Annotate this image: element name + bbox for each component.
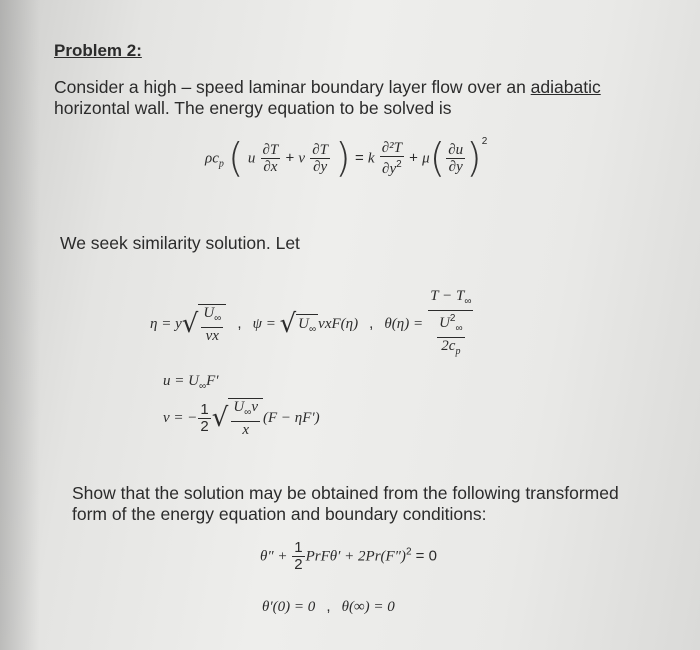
problem-title: Problem 2: [54, 41, 142, 60]
root-sign: √ [279, 309, 297, 339]
v-lhs: v = − [163, 409, 198, 426]
show-text-line-2: form of the energy equation and boundary conditions: [72, 504, 487, 524]
intro-line-1 [54, 76, 601, 98]
plus-sign: + [285, 149, 295, 167]
denominator: ∂y [313, 159, 328, 175]
root-sign: √ [211, 403, 229, 433]
denominator: ∂y [448, 159, 463, 175]
dy-symbol: ∂y [382, 161, 397, 177]
transformed-equation [260, 540, 437, 573]
psi-rest: νxF(η) [318, 315, 359, 332]
denominator: ∂x [263, 159, 278, 175]
eta-lhs: η = y [150, 315, 182, 332]
v-tail: (F − ηF′) [262, 409, 320, 426]
p-subscript: p [455, 346, 461, 357]
c-symbol: c [212, 150, 219, 167]
root-sign: √ [181, 309, 199, 339]
nu-symbol: ν [251, 399, 258, 415]
numerator: ∂²T [381, 140, 402, 156]
square-exponent: 2 [449, 313, 456, 324]
U-symbol: U [439, 315, 450, 331]
plus-sign: + [409, 149, 418, 167]
numerator: 1 [200, 400, 209, 418]
adiabatic-word: adiabatic [530, 77, 601, 97]
theta-lhs: θ(η) = [384, 315, 424, 332]
boundary-conditions [262, 598, 395, 616]
numerator: U [203, 305, 215, 321]
bc-wall: θ′(0) = 0 [262, 599, 316, 615]
similarity-text: We seek similarity solution. Let [60, 233, 300, 253]
bc-freestream: θ(∞) = 0 [341, 599, 395, 615]
infinity-subscript: ∞ [244, 407, 252, 418]
U-symbol: U [298, 315, 310, 332]
infinity-subscript: ∞ [464, 296, 472, 307]
intro-line-2: horizontal wall. The energy equation to be solved is [54, 98, 452, 118]
eta-fraction [201, 305, 223, 344]
square-exponent: 2 [405, 546, 412, 558]
denominator: x [242, 422, 249, 438]
p-subscript: p [218, 158, 224, 170]
u-equation [163, 372, 219, 392]
psi-lhs: ψ = [252, 315, 280, 332]
page-shadow [0, 0, 40, 650]
show-text-line-1: Show that the solution may be obtained from the following transformed [72, 483, 619, 503]
two-c: 2c [441, 338, 456, 354]
theta-inner-fraction [437, 311, 465, 360]
k-symbol: k [367, 150, 375, 167]
denominator: 2 [200, 417, 209, 435]
dT-dx-fraction [261, 142, 281, 175]
half-fraction [198, 402, 210, 435]
denominator [380, 157, 404, 177]
right-paren: ) [466, 135, 482, 182]
comma-separator: , [326, 598, 331, 615]
right-paren: ) [335, 135, 351, 182]
numerator: ∂T [262, 142, 279, 158]
square-exponent: 2 [481, 136, 488, 148]
numerator: T − T [430, 288, 465, 304]
U-symbol: U [233, 399, 245, 415]
u-lhs: u = U [163, 373, 199, 389]
infinity-subscript: ∞ [214, 313, 222, 324]
d2T-dy2-fraction [380, 140, 404, 177]
theta-fraction [428, 288, 473, 360]
v-equation [163, 398, 320, 438]
left-paren: ( [429, 135, 446, 182]
mu-symbol: μ [422, 150, 430, 167]
comma-separator: , [369, 314, 374, 332]
dT-dy-fraction [310, 142, 330, 175]
u-symbol: u [247, 150, 256, 167]
v-radicand [231, 399, 260, 438]
eta-sqrt [182, 304, 227, 344]
infinity-subscript: ∞ [309, 323, 317, 335]
rho-symbol: ρ [205, 150, 213, 167]
psi-radicand [296, 314, 318, 335]
numerator: ∂u [448, 142, 464, 158]
comma-separator: , [237, 314, 242, 332]
numerator: ∂T [312, 142, 328, 158]
du-dy-fraction [446, 142, 465, 175]
half-fraction [292, 540, 304, 573]
exponent: 2 [396, 159, 402, 170]
equals-sign: = [354, 149, 364, 167]
F-prime: F′ [206, 373, 219, 389]
similarity-definitions [150, 288, 474, 360]
denominator: νx [205, 328, 219, 344]
v-symbol: v [298, 150, 306, 167]
denominator: 2 [294, 556, 303, 573]
numerator: 1 [294, 539, 303, 556]
transformed-body: PrFθ′ + 2Pr(F″) [305, 548, 406, 565]
theta-double-prime: θ″ + [260, 548, 292, 565]
energy-equation [205, 135, 488, 182]
infinity-subscript: ∞ [455, 323, 463, 334]
left-paren: ( [228, 135, 244, 182]
infinity-subscript: ∞ [198, 381, 207, 392]
equals-zero: = 0 [411, 547, 437, 565]
intro-text: Consider a high – speed laminar boundary layer flow over an [54, 77, 531, 97]
